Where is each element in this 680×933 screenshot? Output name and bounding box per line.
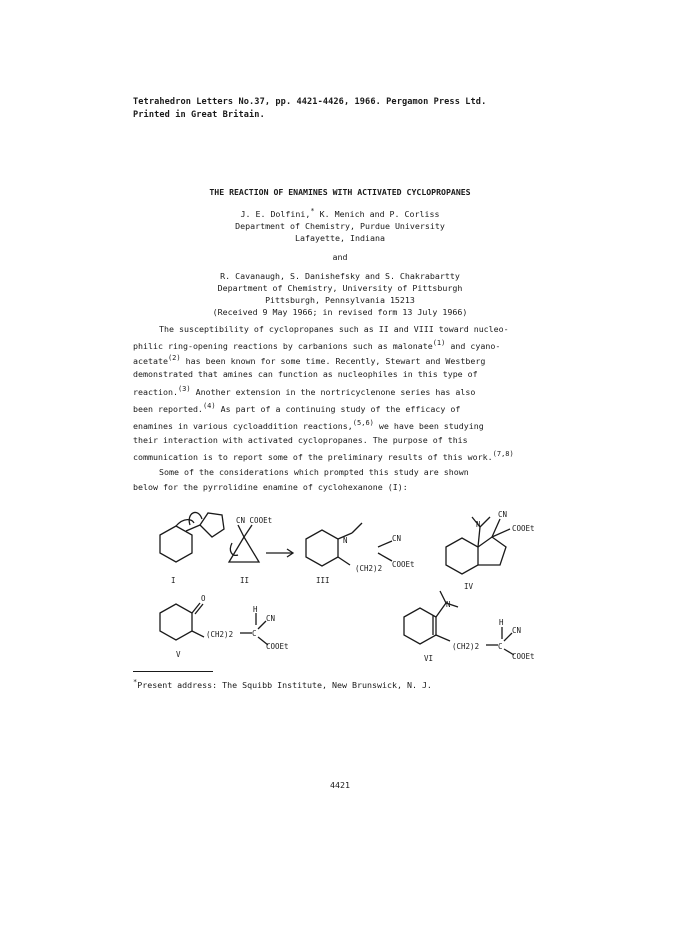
body-line-5b: Another extension in the nortricyclenone series has also [190, 387, 476, 397]
VI-nitrogen: N [446, 600, 451, 609]
body-line-5a: reaction. [133, 387, 178, 397]
author-list-2: R. Cavanaugh, S. Danishefsky and S. Chakrabartty [220, 271, 460, 281]
page-number: 4421 [330, 780, 350, 790]
body-line-9a: communication is to report some of the preliminary results of this work. [133, 452, 493, 462]
reaction-scheme [0, 495, 680, 680]
running-header-line1: Tetrahedron Letters No.37, pp. 4421-4426, 1966. Pergamon Press Ltd. [133, 97, 487, 107]
ref-1: (1) [432, 339, 446, 347]
VI-chain: (CH2)2 [452, 642, 480, 651]
ref-7-8: (7,8) [492, 450, 514, 458]
body-line-3 [133, 354, 485, 366]
label-VI: VI [424, 654, 434, 663]
footnote-star-marker: * [310, 207, 315, 215]
body-line-3a: acetate [133, 356, 168, 366]
V-chain: (CH2)2 [206, 630, 234, 639]
body-line-6b: As part of a continuing study of the efficacy of [215, 404, 461, 414]
running-header-line2: Printed in Great Britain. [133, 110, 265, 120]
body-line-7b: we have been studying [373, 421, 484, 431]
label-I: I [171, 576, 176, 585]
V-hydrogen: H [253, 605, 258, 614]
structure-III [306, 523, 392, 566]
III-cooet: COOEt [392, 560, 415, 569]
IV-cn: CN [498, 510, 508, 519]
ref-3: (3) [177, 385, 191, 393]
III-chain: (CH2)2 [355, 564, 383, 573]
paper-title: THE REACTION OF ENAMINES WITH ACTIVATED CYCLOPROPANES [209, 187, 471, 197]
body-line-4: demonstrated that amines can function as nucleophiles in this type of [133, 369, 478, 379]
body-line-5 [133, 385, 475, 397]
body-line-2a: philic ring-opening reactions by carbanions such as malonate [133, 341, 433, 351]
label-III: III [316, 576, 330, 585]
body-line-10: Some of the considerations which prompted this study are shown [159, 467, 469, 477]
body-line-7a: enamines in various cycloaddition reactions, [133, 421, 353, 431]
author-names-b: K. Menich and P. Corliss [319, 209, 440, 219]
VI-cn: CN [512, 626, 522, 635]
ref-4: (4) [202, 402, 216, 410]
IV-cooet: COOEt [512, 524, 535, 533]
footnote-star: * [133, 678, 138, 686]
VI-hydrogen: H [499, 618, 504, 627]
body-line-7 [133, 419, 484, 431]
footnote-rule [133, 671, 213, 672]
structure-I [160, 512, 224, 562]
V-carbon: C [252, 629, 257, 638]
VI-carbon: C [498, 642, 503, 651]
affiliation-2-place: Pittsburgh, Pennsylvania 15213 [265, 295, 415, 305]
footnote-text: Present address: The Squibb Institute, New Brunswick, N. J. [137, 680, 432, 690]
author-list-1 [0, 207, 680, 219]
III-cn: CN [392, 534, 402, 543]
IV-nitrogen: N [476, 520, 481, 529]
structure-II [229, 525, 259, 562]
affiliation-2-dept: Department of Chemistry, University of Pittsburgh [217, 283, 463, 293]
label-II: II [240, 576, 250, 585]
III-nitrogen: N [343, 536, 348, 545]
body-line-6a: been reported. [133, 404, 203, 414]
affiliation-1-dept: Department of Chemistry, Purdue University [235, 221, 445, 231]
body-line-1: The susceptibility of cyclopropanes such as II and VIII toward nucleo- [159, 324, 509, 334]
body-line-2b: and cyano- [445, 341, 501, 351]
II-substituents: CN COOEt [236, 516, 273, 525]
and-separator: and [332, 252, 348, 262]
ref-5-6: (5,6) [352, 419, 374, 427]
label-V: V [176, 650, 181, 659]
ref-2: (2) [167, 354, 181, 362]
body-line-6 [133, 402, 460, 414]
body-line-11: below for the pyrrolidine enamine of cyclohexanone (I): [133, 482, 408, 492]
body-line-3b: has been known for some time. Recently, Stewart and Westberg [180, 356, 486, 366]
V-cn: CN [266, 614, 276, 623]
author-names-a: J. E. Dolfini, [240, 209, 311, 219]
affiliation-1-place: Lafayette, Indiana [295, 233, 385, 243]
body-line-9 [133, 450, 514, 462]
body-line-2 [133, 339, 500, 351]
received-dates: (Received 9 May 1966; in revised form 13 July 1966) [212, 307, 468, 317]
V-oxygen: O [201, 594, 206, 603]
footnote [133, 678, 432, 690]
label-IV: IV [464, 582, 474, 591]
body-line-8: their interaction with activated cyclopropanes. The purpose of this [133, 435, 468, 445]
VI-cooet: COOEt [512, 652, 535, 661]
V-cooet: COOEt [266, 642, 289, 651]
